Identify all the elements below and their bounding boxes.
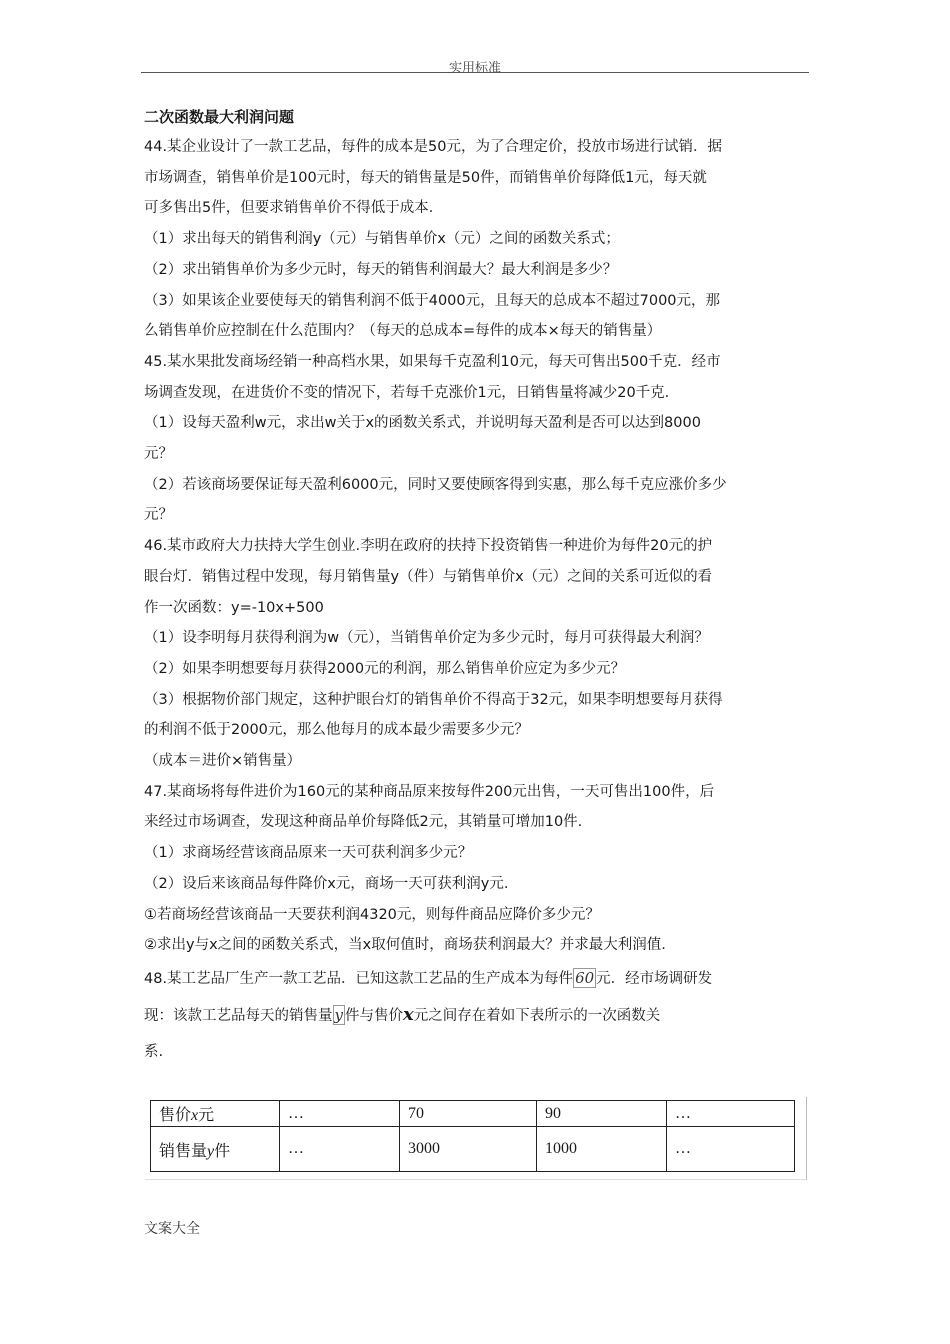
table-cell: …	[667, 1127, 795, 1172]
q48-line-1	[144, 961, 808, 997]
q48-text: 现：该款工艺品每天的销售量	[144, 1007, 333, 1024]
text-line: （2）如果李明想要每月获得2000元的利润，那么销售单价应定为多少元？	[144, 660, 626, 677]
text-line: 元？	[144, 446, 173, 463]
price-sales-table	[150, 1100, 795, 1172]
text-line: （1）设每天盈利w元，求出w关于x的函数关系式，并说明每天盈利是否可以达到8000	[144, 415, 701, 432]
text-line: （2）设后来该商品每件降价x元，商场一天可获利润y元.	[144, 875, 509, 892]
header-divider	[141, 72, 809, 73]
table-cell: 1000	[537, 1127, 667, 1172]
q48-text: 件与售价	[344, 1007, 403, 1024]
text-line: 47.某商场将每件进价为160元的某种商品原来按每件200元出售，一天可售出100件，后	[144, 783, 715, 800]
text-line: 来经过市场调查，发现这种商品单价每降低2元，其销量可增加10件.	[144, 814, 583, 831]
table-cell: 90	[537, 1101, 667, 1127]
text-line: 么销售单价应控制在什么范围内？（每天的总成本=每件的成本×每天的销售量）	[144, 323, 662, 340]
page-footer: 文案大全	[144, 1221, 200, 1237]
q48-line-2	[144, 997, 808, 1034]
q48-text: 元之间存在着如下表所示的一次函数关	[413, 1007, 661, 1024]
table-row	[151, 1101, 795, 1127]
q48-text: 48.某工艺品厂生产一款工艺品．已知这款工艺品的生产成本为每件	[144, 970, 574, 987]
table-row	[151, 1127, 795, 1172]
section-title: 二次函数最大利润问题	[144, 108, 295, 126]
table-row-label: 售价x元	[151, 1101, 280, 1127]
text-line: 的利润不低于2000元，那么他每月的成本最少需要多少元？	[144, 722, 529, 739]
document-body	[144, 102, 808, 1070]
text-line: 眼台灯．销售过程中发现，每月销售量y（件）与销售单价x（元）之间的关系可近似的看	[144, 568, 713, 585]
text-line: 市场调查，销售单价是100元时，每天的销售量是50件，而销售单价每降低1元，每天就	[144, 169, 707, 186]
text-line: 可多售出5件，但要求销售单价不得低于成本．	[144, 200, 444, 217]
text-line: 元？	[144, 507, 173, 524]
text-line: 场调查发现，在进货价不变的情况下，若每千克涨价1元，日销售量将减少20千克.	[144, 384, 670, 401]
text-line: （成本＝进价×销售量）	[144, 753, 302, 770]
text-line: ①若商场经营该商品一天要获利润4320元，则每件商品应降价多少元？	[144, 906, 600, 923]
q48-var-x: x	[402, 1003, 414, 1025]
price-sales-table-wrap	[145, 1097, 807, 1180]
text-line: 44.某企业设计了一款工艺品，每件的成本是50元，为了合理定价，投放市场进行试销．据	[144, 139, 723, 155]
page-header: 实用标准	[448, 61, 501, 76]
text-line: （2）若该商场要保证每天盈利6000元，同时又要使顾客得到实惠，那么每千克应涨价多少	[144, 476, 727, 493]
table-cell: …	[280, 1127, 400, 1172]
q48-text: 元．经市场调研发	[596, 970, 713, 987]
table-row-label: 销售量y件	[151, 1127, 280, 1172]
text-line: （1）求商场经营该商品原来一天可获利润多少元？	[144, 845, 473, 862]
text-line: 45.某水果批发商场经销一种高档水果，如果每千克盈利10元，每天可售出500千克．经市	[144, 353, 721, 370]
q48-line-3: 系.	[144, 1043, 164, 1060]
q48-var-y: y	[334, 1005, 343, 1024]
text-line: （2）求出销售单价为多少元时，每天的销售利润最大？最大利润是多少？	[144, 261, 618, 278]
text-line: （3）根据物价部门规定，这种护眼台灯的销售单价不得高于32元，如果李明想要每月获得	[144, 691, 723, 708]
table-cell: 3000	[400, 1127, 537, 1172]
text-line: （3）如果该企业要使每天的销售利润不低于4000元，且每天的总成本不超过7000元，那	[144, 292, 721, 309]
q48-cost-value: 60	[575, 968, 595, 987]
text-line: 46.某市政府大力扶持大学生创业.李明在政府的扶持下投资销售一种进价为每件20元的护	[144, 538, 713, 555]
text-line: 作一次函数：y=-10x+500	[144, 599, 324, 616]
problem-lines	[144, 132, 808, 961]
table-cell: 70	[400, 1101, 537, 1127]
text-line: ②求出y与x之间的函数关系式，当x取何值时，商场获利润最大？并求最大利润值.	[144, 937, 666, 954]
table-cell: …	[667, 1101, 795, 1127]
table-cell: …	[280, 1101, 400, 1127]
text-line: （1）设李明每月获得利润为w（元），当销售单价定为多少元时，每月可获得最大利润？	[144, 630, 709, 647]
text-line: （1）求出每天的销售利润y（元）与销售单价x（元）之间的函数关系式；	[144, 231, 620, 248]
